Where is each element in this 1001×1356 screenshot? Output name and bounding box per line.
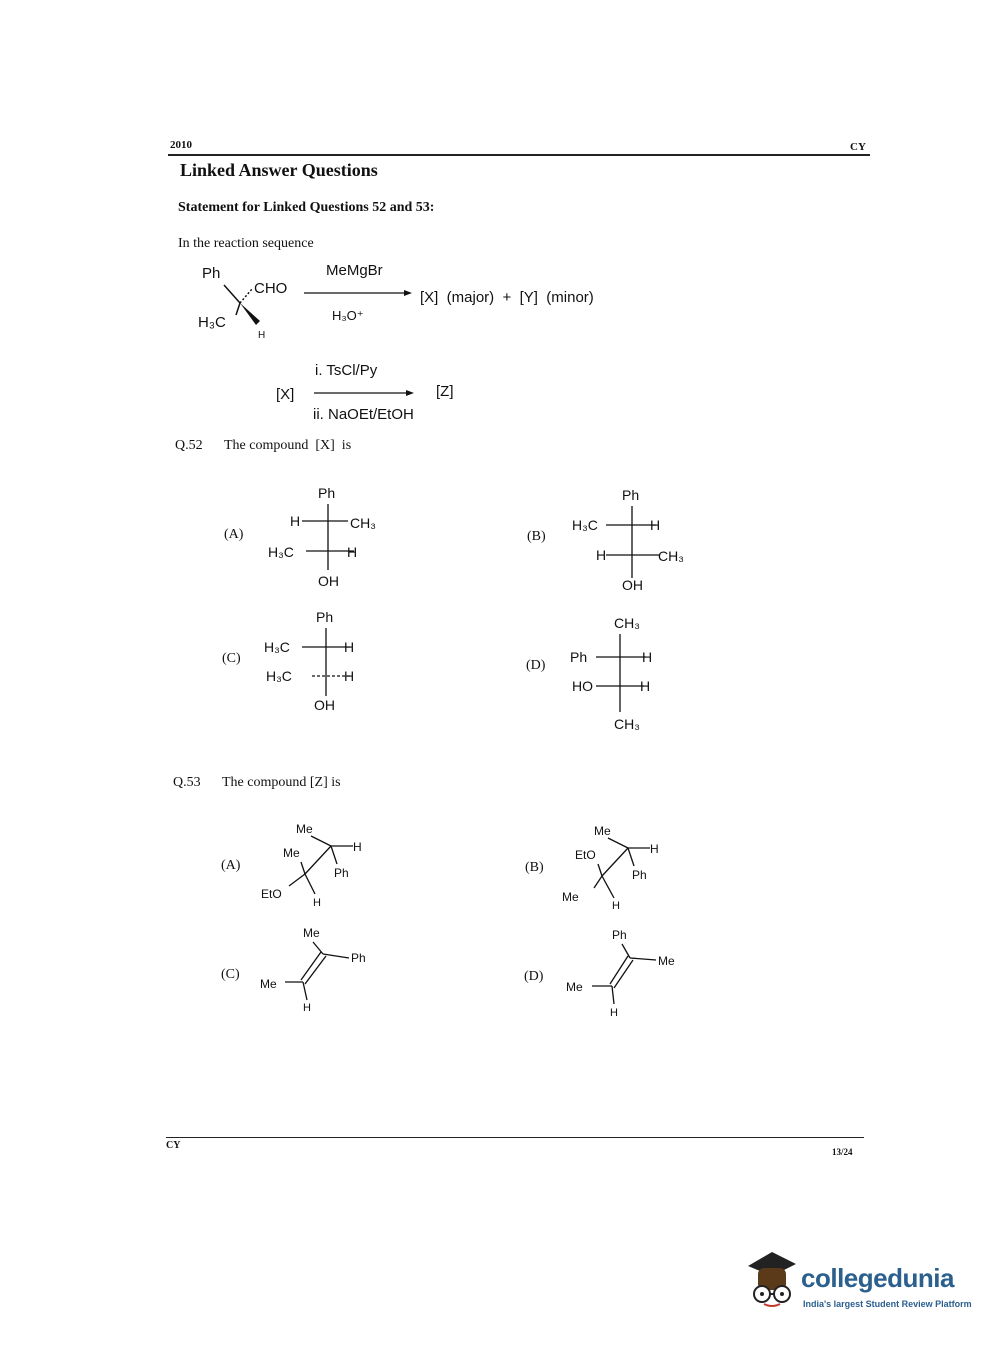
q53c-d: H bbox=[303, 1002, 311, 1014]
q53-label-d[interactable]: (D) bbox=[524, 969, 544, 984]
q53b-a: Me bbox=[594, 824, 611, 838]
q53b-d: Ph bbox=[632, 868, 647, 882]
q52a-r1r: CH₃ bbox=[350, 515, 376, 531]
q53-text: The compound [Z] is bbox=[222, 775, 341, 790]
q52d-bottom: CH₃ bbox=[614, 716, 640, 732]
q52a-r2l: H₃C bbox=[268, 544, 294, 560]
q53-label-c[interactable]: (C) bbox=[221, 967, 240, 982]
logo-wordmark: collegedunia bbox=[801, 1263, 954, 1293]
q53-structure-b bbox=[558, 818, 688, 914]
q53-structure-c bbox=[255, 922, 385, 1016]
q53d-d: H bbox=[610, 1007, 618, 1019]
q53c-a: Me bbox=[303, 926, 320, 940]
q53a-d: Ph bbox=[334, 866, 349, 880]
r1-h: H bbox=[258, 330, 266, 341]
q52a-top: Ph bbox=[318, 485, 336, 501]
q53a-c: H bbox=[353, 840, 362, 854]
q53a-f: H bbox=[313, 897, 321, 909]
header-rule bbox=[168, 154, 870, 156]
r2-reagent-top: i. TsCl/Py bbox=[315, 362, 378, 379]
r1-reagent-top: MeMgBr bbox=[326, 262, 383, 279]
exam-year: 2010 bbox=[170, 139, 192, 151]
footer-code: CY bbox=[166, 1140, 181, 1151]
mascot-logo-icon bbox=[742, 1248, 800, 1310]
intro-text: In the reaction sequence bbox=[178, 236, 314, 251]
q53d-b: Me bbox=[658, 954, 675, 968]
footer-rule bbox=[166, 1137, 864, 1138]
q52b-r1r: H bbox=[650, 517, 661, 533]
q52d-r2r: H bbox=[640, 678, 651, 694]
q52-label-a[interactable]: (A) bbox=[224, 527, 244, 542]
q53c-b: Ph bbox=[351, 951, 366, 965]
reaction-scheme-1 bbox=[190, 255, 630, 345]
page-number: 13/24 bbox=[832, 1147, 853, 1157]
q52-text: The compound [X] is bbox=[224, 438, 352, 453]
q52d-r2l: HO bbox=[572, 678, 593, 694]
q52-number: Q.52 bbox=[175, 438, 203, 453]
q53-structure-d bbox=[562, 924, 692, 1020]
q52c-top: Ph bbox=[316, 609, 334, 625]
q53-number: Q.53 bbox=[173, 775, 201, 790]
q52b-r1l: H₃C bbox=[572, 517, 598, 533]
q53b-b: EtO bbox=[575, 848, 596, 862]
q52-label-c[interactable]: (C) bbox=[222, 651, 241, 666]
q52b-r2l: H bbox=[596, 547, 607, 563]
r1-cho: CHO bbox=[254, 280, 288, 297]
q53-label-b[interactable]: (B) bbox=[525, 860, 544, 875]
r2-product: [Z] bbox=[436, 383, 454, 400]
q52-label-b[interactable]: (B) bbox=[527, 529, 546, 544]
q53b-e: Me bbox=[562, 890, 579, 904]
q52d-r1l: Ph bbox=[570, 649, 588, 665]
q52a-bottom: OH bbox=[318, 573, 339, 589]
linked-statement: Statement for Linked Questions 52 and 53: bbox=[178, 200, 435, 215]
q52-structure-b bbox=[568, 484, 708, 596]
q53b-c: H bbox=[650, 842, 659, 856]
q52c-r2l: H₃C bbox=[266, 668, 292, 684]
section-title: Linked Answer Questions bbox=[180, 160, 378, 180]
logo-tagline: India's largest Student Review Platform bbox=[803, 1299, 972, 1309]
q52b-bottom: OH bbox=[622, 577, 643, 593]
q53d-a: Ph bbox=[612, 928, 627, 942]
q52b-r2r: CH₃ bbox=[658, 548, 684, 564]
r1-ph: Ph bbox=[202, 265, 221, 282]
q53b-f: H bbox=[612, 900, 620, 912]
q52c-bottom: OH bbox=[314, 697, 335, 713]
q52c-r1r: H bbox=[344, 639, 355, 655]
q52-structure-a bbox=[262, 482, 402, 590]
r2-reactant: [X] bbox=[276, 386, 295, 403]
r1-h3c: H₃C bbox=[198, 314, 226, 331]
r2-reagent-bottom: ii. NaOEt/EtOH bbox=[313, 406, 414, 423]
r1-reagent-bottom: H₃O⁺ bbox=[332, 308, 364, 323]
q53-label-a[interactable]: (A) bbox=[221, 858, 241, 873]
q52d-top: CH₃ bbox=[614, 615, 640, 631]
q52d-r1r: H bbox=[642, 649, 653, 665]
q52b-top: Ph bbox=[622, 487, 640, 503]
reaction-scheme-2 bbox=[270, 358, 470, 428]
q52a-r1l: H bbox=[290, 513, 301, 529]
q53c-c: Me bbox=[260, 977, 277, 991]
q52-label-d[interactable]: (D) bbox=[526, 658, 546, 673]
q53-structure-a bbox=[255, 816, 385, 910]
q52-structure-d bbox=[566, 608, 696, 738]
r1-products: [X] (major) + [Y] (minor) bbox=[420, 289, 594, 306]
q53a-e: EtO bbox=[261, 887, 282, 901]
q52a-r2r: H bbox=[347, 544, 358, 560]
q52c-r1l: H₃C bbox=[264, 639, 290, 655]
q52-structure-c bbox=[260, 606, 390, 718]
q53a-b: Me bbox=[283, 846, 300, 860]
subject-code: CY bbox=[850, 141, 866, 153]
q53a-a: Me bbox=[296, 822, 313, 836]
q53d-c: Me bbox=[566, 980, 583, 994]
q52c-r2r: H bbox=[344, 668, 355, 684]
